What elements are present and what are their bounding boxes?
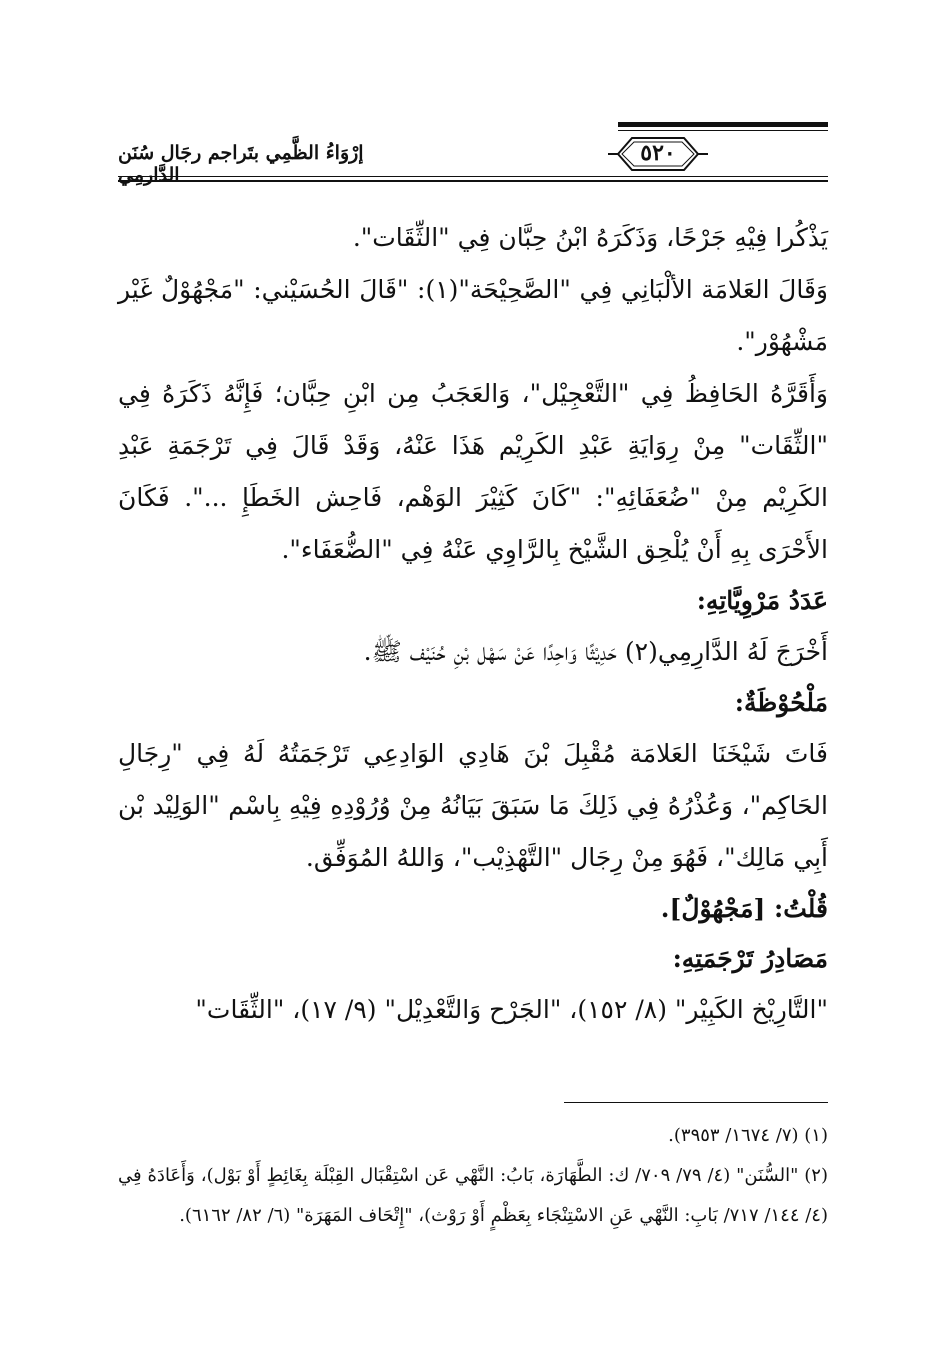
narration-count-text: أَخْرَجَ لَهُ الدَّارِمِي(٢) حَدِيْثًا وَاحِدًا عَنْ سَهْل بْنِ حُنَيْف ﷺ.	[363, 637, 828, 666]
section-heading-sources: مَصَادِرُ تَرْجَمَتِهِ:	[672, 944, 828, 973]
paragraph: وَقَالَ العَلامَة الألْبَانِي فِي "الصَّحِيْحَة"(١): "قَالَ الحُسَيْني: "مَجْهُوْلٌ غَيْر مَشْهُوْر".	[118, 275, 828, 356]
paragraph: يَذْكُرا فِيْهِ جَرْحًا، وَذَكَرَهُ ابْنُ حِبَّان فِي "الثِّقَات".	[352, 223, 828, 252]
running-title: إرْوَاءُ الظَّمِي بتَراجم رجَال سُنَن الدَّارمِي	[118, 142, 364, 186]
footnotes	[118, 1116, 828, 1236]
page-number-badge	[608, 134, 708, 174]
note-text: فَاتَ شَيْخَنَا العَلامَة مُقْبِلَ بْنَ هَادِي الوَادِعِي تَرْجَمَتُهُ لَهُ فِي "رِجَالِ الحَاكِم"، وَعُذْرُهُ فِي ذَلِكَ مَا سَبَقَ بَيَانُهُ مِنْ وُرُوْدِهِ فِيْهِ بِاسْم "الوَلِيْد بْن أَبِي مَالِك"، فَهُوَ مِنْ رِجَال "التَّهْذِيْب"، وَاللهُ المُوَفِّق.	[118, 739, 828, 872]
page-number: ٥٢٠	[640, 140, 676, 166]
footnote-separator	[564, 1102, 828, 1103]
sources-text: "التَّارِيْخ الكَبِيْر" (٨/ ١٥٢)، "الجَرْح وَالتَّعْدِيْل" (٩/ ١٧)، "الثِّقَات"	[195, 995, 828, 1024]
section-heading-narrations: عَدَدُ مَرْوِيَّاتِهِ:	[696, 586, 828, 615]
page-header	[118, 120, 828, 184]
header-rule-thick	[618, 122, 828, 127]
paragraph: وَأَقَرَّهُ الحَافِظُ فِي "التَّعْجِيْل"، وَالعَجَبُ مِن ابْنِ حِبَّان؛ فَإِنَّهُ ذَكَرَهُ فِي "الثِّقَات" مِنْ رِوَايَةِ عَبْدِ الكَرِيْم هَذَا عَنْهُ، وَقَدْ قَالَ فِي تَرْجَمَةِ عَبْدِ الكَرِيْم مِنْ "ضُعَفَائِهِ": "كَانَ كَثِيْرَ الوَهْم، فَاحِش الخَطَإِ ...". فَكَانَ الأَحْرَى بِهِ أَنْ يُلْحِق الشَّيْخ بِالرَّاوِي عَنْهُ فِي "الضُّعَفَاء".	[118, 379, 828, 564]
footnote: (٢) "السُّنَن" (٤/ ٧٩/ ٧٠٩/ ك: الطَّهَارَة، بَابُ: النَّهْي عَن اسْتِقْبَال القِبْلَة بِغَائِطٍ أَوْ بَوْل)، وَأَعَادَهُ فِي (٤/ ١٤٤/ ٧١٧/ بَابِ: النَّهْي عَنِ الاسْتِنْجَاء بِعَظْمٍ أَوْ رَوْث)، "إِتْحَاف المَهَرَة" (٦/ ٨٢/ ٦١٦٢).	[118, 1165, 828, 1226]
main-text	[118, 212, 828, 1036]
footnote: (١) (٧/ ١٦٧٤/ ٣٩٥٣).	[668, 1125, 828, 1146]
section-heading-note: مَلْحُوْظَةٌ:	[734, 688, 828, 717]
verdict: قُلْتُ: [مَجْهُوْلٌ].	[660, 894, 828, 923]
header-rule-thin	[618, 130, 828, 131]
